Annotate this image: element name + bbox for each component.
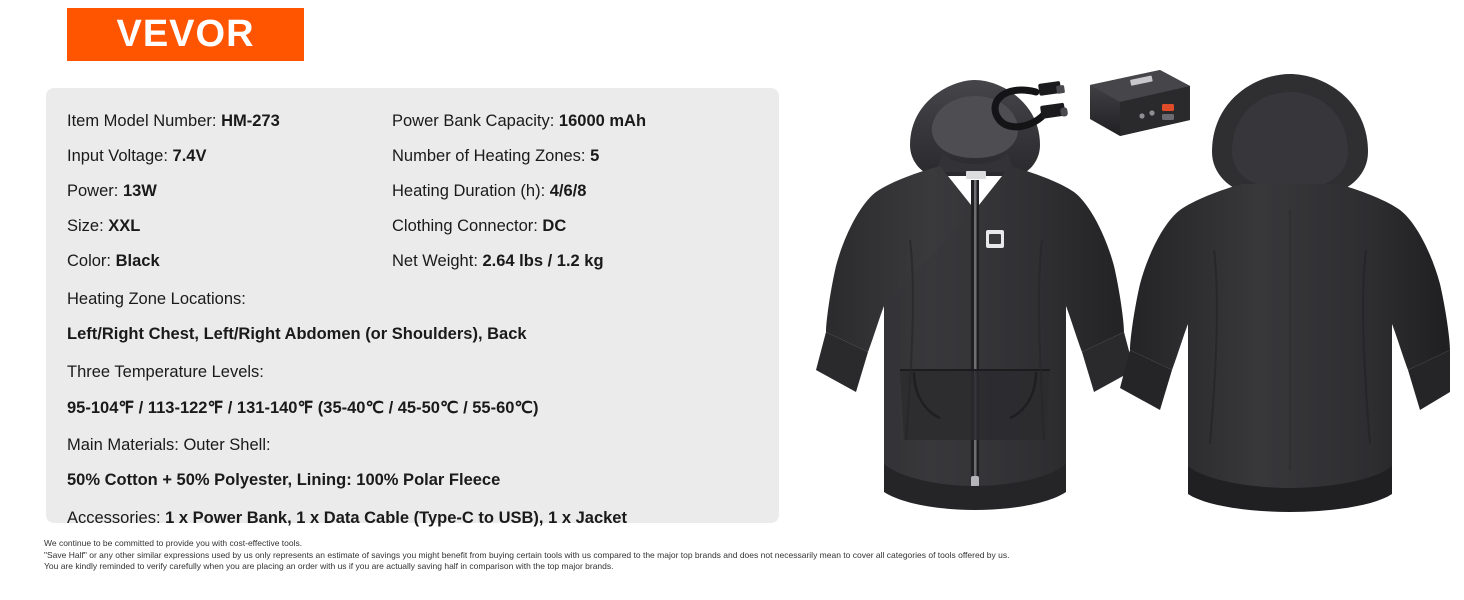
spec-label: Input Voltage: [67,147,173,165]
product-image-group [790,40,1450,560]
materials-block [67,428,767,498]
spec-value: 5 [590,147,600,165]
spec-cell-left [67,147,392,166]
spec-label: Size: [67,217,109,235]
spec-value: 7.4V [172,147,207,165]
heating-zone-value: Left/Right Chest, Left/Right Abdomen (or Shoulders), Back [67,325,527,343]
spec-label: Net Weight: [392,252,483,270]
table-row [67,244,767,279]
spec-label: Clothing Connector: [392,217,543,235]
spec-cell-left [67,182,392,201]
heating-zone-block [67,282,767,352]
spec-label: Color: [67,252,116,270]
footer-line-2: "Save Half" or any other similar expressions used by us only represents an estimate of savings you might benefit from buying certain tools with us compared to the major top brands and does not necessarily mean to cover all categories of tools offered by us. [44,549,1010,560]
spec-cell-right [392,217,566,236]
temperature-levels-block [67,355,767,425]
jacket-back [1120,74,1450,512]
table-row [67,139,767,174]
spec-label: Power: [67,182,123,200]
spec-cell-right [392,112,646,131]
spec-cell-left [67,217,392,236]
logo-text: VEVOR [116,13,255,55]
spec-value: DC [542,217,567,235]
specification-panel [46,88,779,527]
footer-line-1: We continue to be committed to provide you with cost-effective tools. [44,538,303,548]
footer-line-3: You are kindly reminded to verify carefully when you are placing an order with us if you are actually saving half in comparison with the top major brands. [44,561,614,571]
power-bank [1090,70,1190,136]
specification-table [67,104,767,279]
spec-value: 13W [122,182,157,200]
table-row [67,174,767,209]
spec-value: XXL [108,217,141,235]
spec-value: 16000 mAh [558,112,647,130]
accessories-label: Accessories: [67,509,161,527]
spec-cell-left [67,252,392,271]
accessories-value: 1 x Power Bank, 1 x Data Cable (Type-C to USB), 1 x Jacket [165,509,627,527]
spec-label: Item Model Number: [67,112,222,130]
spec-value: HM-273 [221,112,280,130]
vevor-logo [67,8,304,61]
accessories-row [67,501,767,536]
temperature-levels-value: 95-104℉ / 113-122℉ / 131-140℉ (35-40℃ / 45-50℃ / 55-60℃) [67,398,539,417]
table-row [67,209,767,244]
accessories-block [67,501,767,536]
jacket-front [816,80,1134,510]
spec-cell-right [392,252,604,271]
spec-cell-right [392,182,586,201]
spec-value: Black [115,252,160,270]
materials-label: Main Materials: Outer Shell: [67,436,271,454]
specification-content [67,104,767,536]
heating-zone-label: Heating Zone Locations: [67,290,246,308]
spec-cell-left [67,112,392,131]
table-row [67,104,767,139]
spec-value: 4/6/8 [549,182,587,200]
spec-label: Heating Duration (h): [392,182,550,200]
footer-disclaimer [44,538,1144,573]
spec-label: Number of Heating Zones: [392,147,591,165]
temperature-levels-label: Three Temperature Levels: [67,363,264,381]
spec-value: 2.64 lbs / 1.2 kg [482,252,604,270]
materials-value: 50% Cotton + 50% Polyester, Lining: 100% Polar Fleece [67,471,501,489]
spec-label: Power Bank Capacity: [392,112,559,130]
spec-cell-right [392,147,599,166]
product-illustration [790,40,1450,560]
